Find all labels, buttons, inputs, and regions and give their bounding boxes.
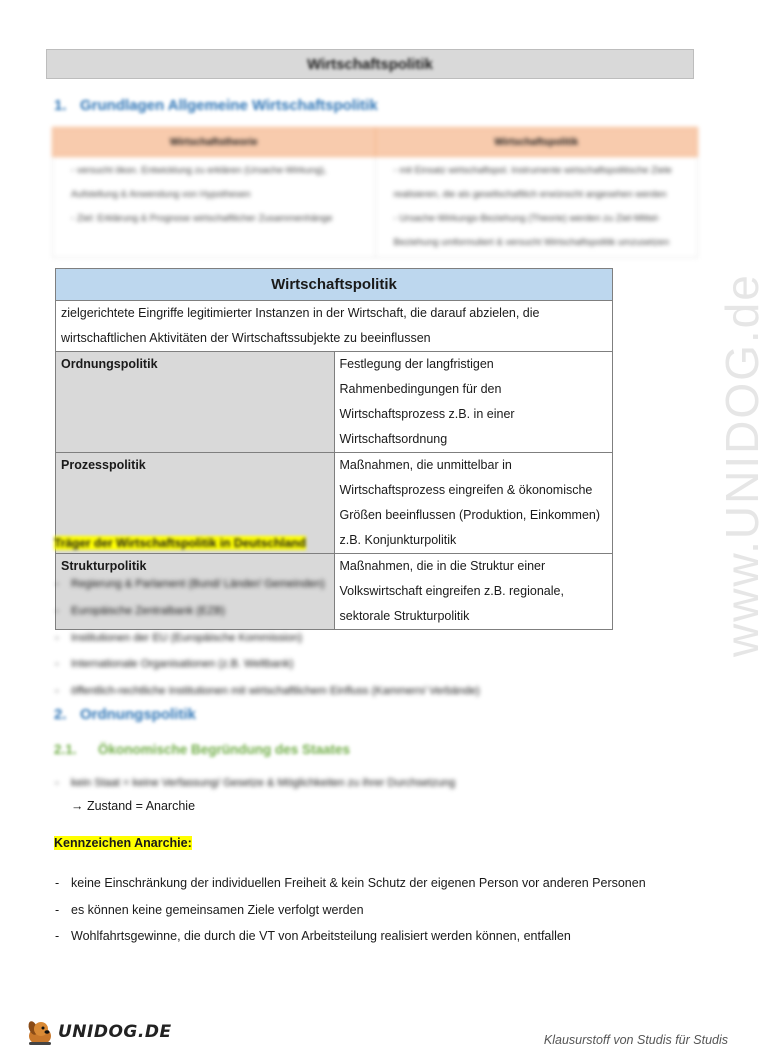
definition-row-label: Ordnungspolitik (56, 352, 335, 453)
definition-row-text: Maßnahmen, die unmittelbar in Wirtschaftsprozess eingreifen & ökonomische Größen beeinflussen (Produktion, Einkommen) z.B. Konjunkturpolitik (334, 453, 613, 554)
comparison-header-theory: Wirtschaftstheorie (53, 128, 376, 157)
list-item: - Ursache-Wirkungs-Beziehung (Theorie) werden zu Ziel-Mittel-Beziehung umformuliert & versucht Wirtschaftspolitik umzusetzen (394, 207, 690, 255)
list-item: - Ziel: Erklärung & Prognose wirtschaftlicher Zusammenhänge (71, 207, 367, 231)
definition-row-text: Maßnahmen, die in die Struktur einer Volkswirtschaft eingreifen z.B. regionale, sektorale Strukturpolitik (334, 554, 613, 630)
list-item: - Europäische Zentralbank (EZB) (53, 598, 480, 625)
anarchie-list (53, 870, 646, 950)
section-number: 2.1. (54, 742, 77, 757)
section-number: 2. (54, 706, 67, 723)
section-number: 1. (54, 97, 67, 114)
traeger-heading (54, 536, 306, 550)
staat-list (53, 773, 455, 793)
definition-row-label: Strukturpolitik (56, 554, 335, 630)
document-title: Wirtschaftspolitik (307, 55, 433, 73)
anarchie-result: → Zustand = Anarchie (71, 799, 196, 813)
section-title: Ordnungspolitik (80, 706, 196, 723)
watermark: www.UNIDOG.de (716, 273, 768, 657)
list-item: - es können keine gemeinsamen Ziele verfolgt werden (53, 897, 646, 924)
list-item: - versucht ökon. Entwicklung zu erklären (Ursache-Wirkung), Aufstellung & Anwendung von Hypothesen (71, 159, 367, 207)
list-item: - Regierung & Parlament (Bund/ Länder/ Gemeinden) (53, 571, 480, 598)
list-item: - Wohlfahrtsgewinne, die durch die VT von Arbeitsteilung realisiert werden können, entfallen (53, 923, 646, 950)
section-title: Ökonomische Begründung des Staates (98, 742, 351, 757)
comparison-header-policy: Wirtschaftspolitik (375, 128, 698, 157)
traeger-list (53, 571, 480, 705)
list-item: - kein Staat = keine Verfassung/ Gesetze & Möglichkeiten zu ihrer Durchsetzung (53, 773, 455, 793)
list-item: - keine Einschränkung der individuellen Freiheit & kein Schutz der eigenen Person vor anderen Personen (53, 870, 646, 897)
document-title-box (46, 49, 694, 79)
section-2-1-heading (54, 742, 350, 757)
definition-intro: zielgerichtete Eingriffe legitimierter Instanzen in der Wirtschaft, die darauf abzielen, die wirtschaftlichen Aktivitäten der Wirtschaftssubjekte zu beeinflussen (56, 301, 613, 352)
list-item: - mit Einsatz wirtschaftspol. Instrumente wirtschaftspolitische Ziele realisieren, die als gesellschaftlich erwünscht angesehen werden (394, 159, 690, 207)
anarchie-heading (54, 836, 192, 850)
section-title: Grundlagen Allgemeine Wirtschaftspolitik (80, 97, 378, 114)
list-item: - Internationale Organisationen (z.B. Weltbank) (53, 651, 480, 678)
comparison-cell-policy (375, 157, 698, 258)
section-1-heading (54, 97, 378, 114)
logo-text: UNIDOG.DE (58, 1022, 172, 1042)
footer-tagline: Klausurstoff von Studis für Studis (543, 1033, 728, 1047)
definition-row-label: Prozesspolitik (56, 453, 335, 554)
list-item: - öffentlich-rechtliche Institutionen mit wirtschaftlichem Einfluss (Kammern/ Verbände) (53, 678, 480, 705)
traeger-heading-text: Träger der Wirtschaftspolitik in Deutschland (54, 536, 306, 550)
list-item: - Institutionen der EU (Europäische Kommission) (53, 625, 480, 652)
definition-row-text: Festlegung der langfristigen Rahmenbedingungen für den Wirtschaftsprozess z.B. in einer Wirtschaftsordnung (334, 352, 613, 453)
dog-icon (24, 1016, 56, 1048)
section-2-heading (54, 706, 196, 723)
comparison-table (52, 127, 698, 258)
anarchie-heading-text: Kennzeichen Anarchie: (54, 836, 192, 850)
unidog-logo (24, 1016, 172, 1048)
comparison-cell-theory (53, 157, 376, 258)
definition-header: Wirtschaftspolitik (56, 269, 613, 301)
